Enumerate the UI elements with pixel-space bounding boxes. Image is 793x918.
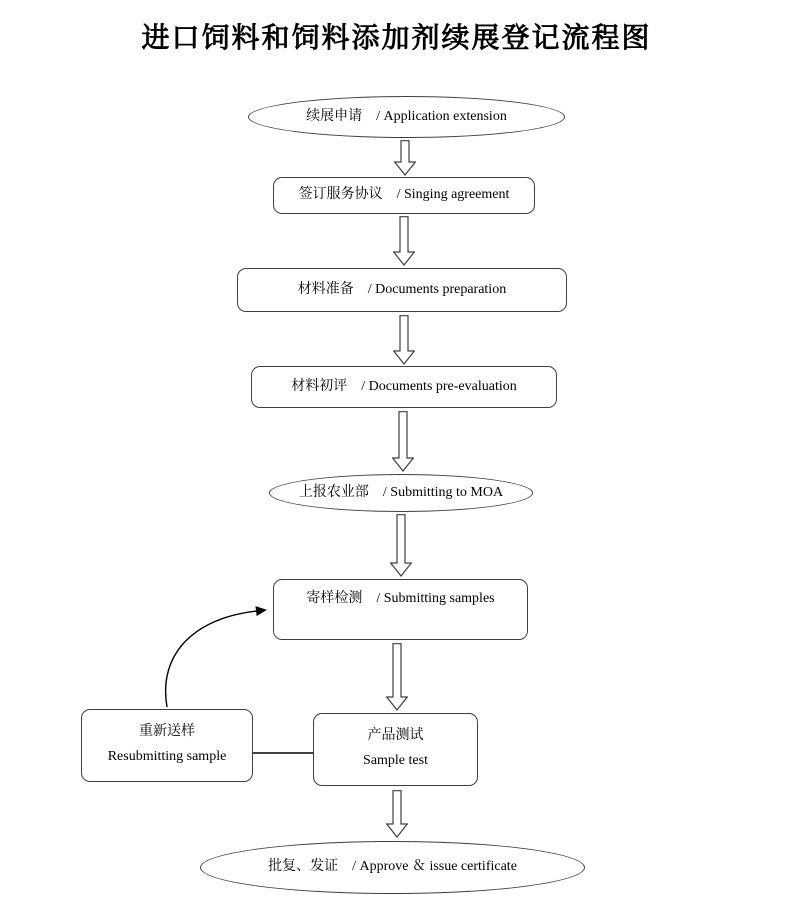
node-sample-test <box>313 713 478 786</box>
down-block-arrow-6 <box>386 643 408 711</box>
node-documents-preparation <box>237 268 567 312</box>
resubmit-loop-curve-arrow <box>166 611 257 707</box>
node-submitting-samples-label: 寄样检测 / Submitting samples <box>306 591 495 606</box>
down-block-arrow-3 <box>393 315 415 365</box>
node-signing-agreement <box>273 177 535 214</box>
down-block-arrow-5 <box>390 514 412 577</box>
node-sample-test-label-en: Sample test <box>363 753 428 768</box>
down-block-arrow-2 <box>393 216 415 266</box>
node-signing-agreement-label: 签订服务协议 / Singing agreement <box>298 187 510 203</box>
node-documents-pre-evaluation-label: 材料初评 / Documents pre-evaluation <box>291 378 517 394</box>
page-title: 进口饲料和饲料添加剂续展登记流程图 <box>141 23 652 54</box>
node-application-extension <box>248 96 565 138</box>
node-documents-preparation-label: 材料准备 / Documents preparation <box>297 281 507 297</box>
down-block-arrow-7 <box>386 790 408 838</box>
down-block-arrow-1 <box>394 140 416 176</box>
node-submitting-samples <box>273 579 528 640</box>
down-block-arrow-4 <box>392 411 414 472</box>
node-resubmitting-sample-label-cn: 重新送样 <box>139 724 195 739</box>
node-sample-test-label-cn: 产品测试 <box>367 728 424 743</box>
node-application-extension-label: 续展申请 / Application extension <box>306 108 507 124</box>
node-submitting-to-moa-label: 上报农业部 / Submitting to MOA <box>298 484 504 500</box>
node-documents-pre-evaluation <box>251 366 557 408</box>
node-approve-issue-certificate-label: 批复、发证 / Approve ＆ issue certificate <box>268 859 517 875</box>
node-resubmitting-sample-label-en: Resubmitting sample <box>107 749 227 764</box>
node-approve-issue-certificate <box>200 841 585 894</box>
node-resubmitting-sample <box>81 709 253 782</box>
node-submitting-to-moa <box>269 474 533 512</box>
